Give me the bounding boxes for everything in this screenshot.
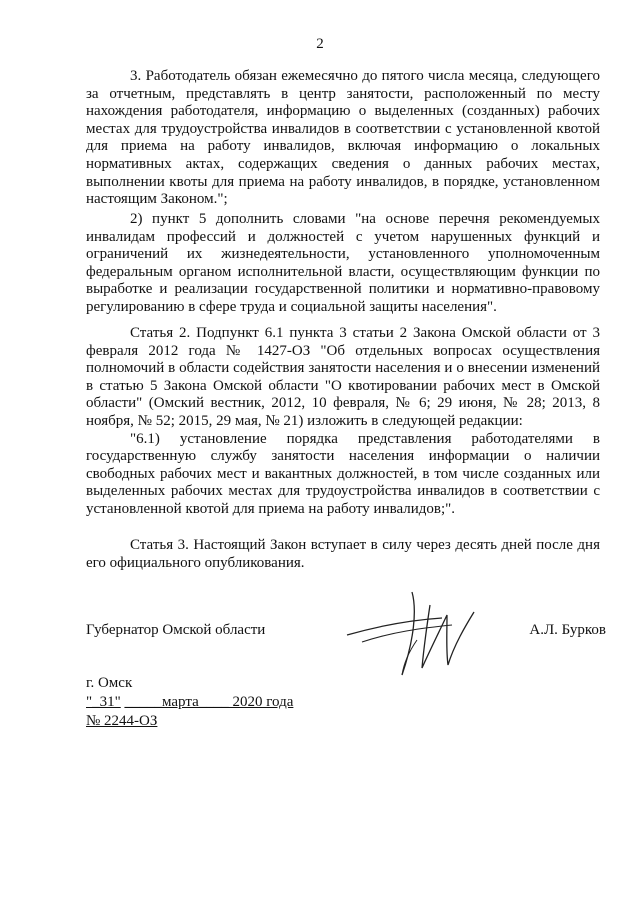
page-number: 2 xyxy=(316,36,324,52)
date-line xyxy=(86,693,293,712)
governor-name: А.Л. Бурков xyxy=(529,622,606,638)
paragraph-article-2: Статья 2. Подпункт 6.1 пункта 3 статьи 2 Закона Омской области от 3 февраля 2012 года № 1427-ОЗ "Об отдельных вопросах осуществления полномочий в области содействия занятости населения и о внесении изменений в статью 5 Закона Омской области "О квотировании рабочих мест в Омской области" (Омский вестник, 2012, 10 февраля, № 6; 29 июня, № 28; 2013, 8 ноября, № 52; 2015, 29 мая, № 21) изложить в следующей редакции: xyxy=(86,325,600,429)
paragraph-subpoint-6-1: "6.1) установление порядка представления работодателями в государственную службу занятости населения информации о наличии свободных рабочих мест и вакантных должностей, в том числе созданных или выделенных рабочих местах для трудоустройства инвалидов в соответствии с установленной квотой для приема на работу инвалидов;". xyxy=(86,430,600,517)
paragraph-block-2 xyxy=(86,211,600,317)
city: г. Омск xyxy=(86,675,133,691)
governor-title: Губернатор Омской области xyxy=(86,622,266,638)
document-number: № 2244-ОЗ xyxy=(86,713,158,729)
document-footer xyxy=(86,674,293,731)
paragraph-block-1 xyxy=(86,68,600,209)
signature-area xyxy=(86,580,606,680)
paragraph-point-5: 2) пункт 5 дополнить словами "на основе перечня рекомендуемых инвалидам профессий и должностей с учетом нарушенных функций и ограничений их жизнедеятельности, установленного уполномоченным федеральным органом исполнительной власти, осуществляющим функции по выработке и реализации государственной политики и нормативно-правовому регулированию в сфере труда и социальной защиты населения". xyxy=(86,211,600,315)
date-month-year: _____марта____ 2020 года xyxy=(124,694,294,710)
paragraph-block-3 xyxy=(86,325,600,519)
handwritten-signature xyxy=(342,580,512,680)
paragraph-article-3: Статья 3. Настоящий Закон вступает в силу через десять дней после дня его официального опубликования. xyxy=(86,537,600,571)
paragraph-employer-obligation: 3. Работодатель обязан ежемесячно до пятого числа месяца, следующего за отчетным, представлять в центр занятости, расположенный по месту нахождения работодателя, информацию о выделенных (созданных) рабочих местах для трудоустройства инвалидов в соответствии с установленной квотой для приема на работу инвалидов, включая информацию о локальных нормативных актах, содержащих сведения о данных рабочих местах, выполнении квоты для приема на работу инвалидов, в порядке, установленном настоящим Законом."; xyxy=(86,68,600,208)
date-day: "_31" xyxy=(86,694,121,710)
paragraph-block-4 xyxy=(86,537,600,572)
